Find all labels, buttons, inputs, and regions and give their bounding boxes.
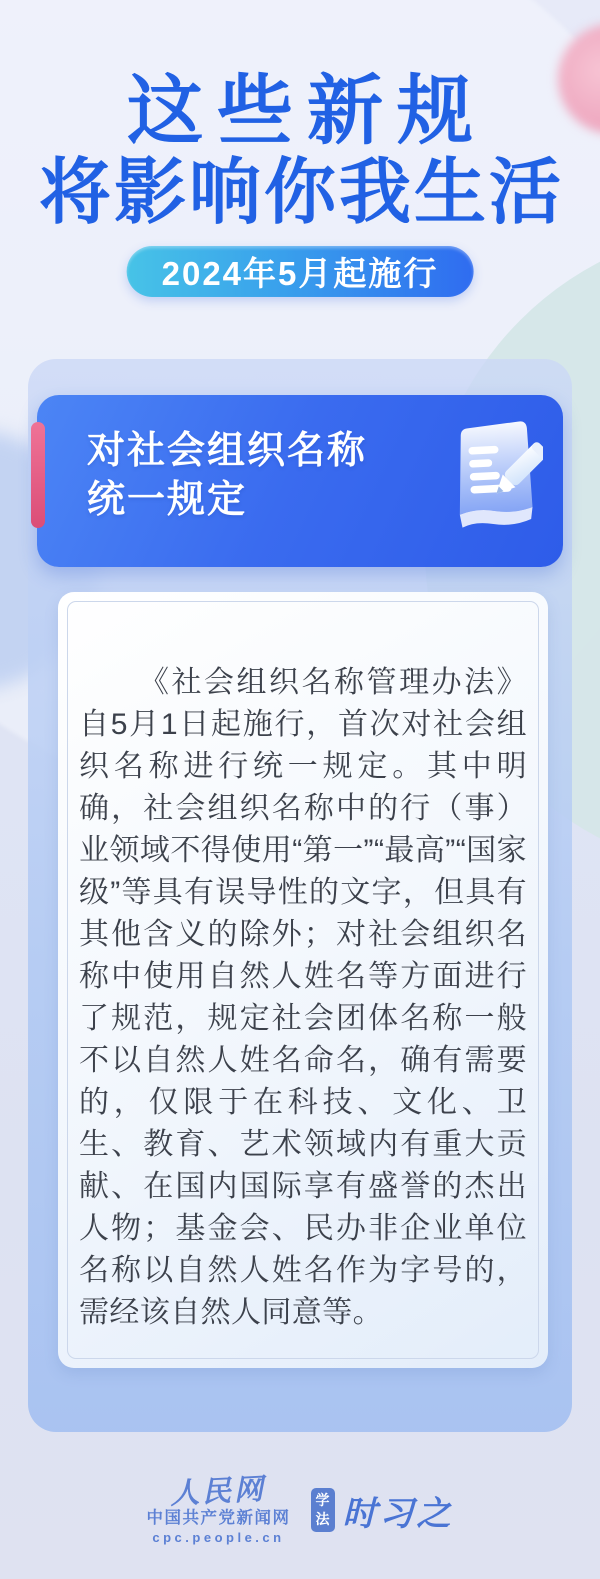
xuefa-badge-top-char: 学: [315, 1492, 330, 1509]
regulation-panel: [28, 359, 572, 1432]
xuefa-badge-bottom-char: 法: [315, 1511, 330, 1528]
regulation-body-text: 《社会组织名称管理办法》自5月1日起施行，首次对社会组织名称进行统一规定。其中明确，社会组织名称中的行（事）业领域不得使用“第一”“最高”“国家级”等具有误导性的文字，但具有其他含义的除外；对社会组织名称中使用自然人姓名等方面进行了规范，规定社会团体名称一般不以自然人姓名命名，确有需要的，仅限于在科技、文化、卫生、教育、艺术领域内有重大贡献、在国内国际享有盛誉的杰出人物；基金会、民办非企业单位名称以自然人姓名作为字号的，需经该自然人同意等。: [79, 666, 527, 1329]
regulation-heading-line-1: 对社会组织名称: [87, 430, 368, 472]
people-daily-logo: [146, 1471, 291, 1545]
people-daily-site-name: 中国共产党新闻网: [146, 1509, 291, 1527]
regulation-header-card: [37, 395, 563, 567]
document-edit-icon: [443, 421, 543, 537]
main-title-line-2: 将影响你我生活: [38, 153, 564, 233]
panel-accent-bar: [31, 422, 45, 528]
main-title-line-1: 这些新规: [127, 69, 487, 154]
regulation-heading: [87, 427, 367, 525]
people-daily-script: 人民网: [169, 1471, 268, 1511]
xuefa-badge: [311, 1488, 335, 1532]
shixizhi-brand: 时习之: [342, 1494, 454, 1533]
people-daily-url: cpc.people.cn: [152, 1529, 285, 1545]
effective-date-badge: 2024年5月起施行: [127, 246, 474, 297]
regulation-heading-line-2: 统一规定: [87, 479, 248, 521]
footer: [0, 1471, 600, 1545]
regulation-body-card: [58, 592, 548, 1368]
shixizhi-logo: [311, 1486, 454, 1535]
